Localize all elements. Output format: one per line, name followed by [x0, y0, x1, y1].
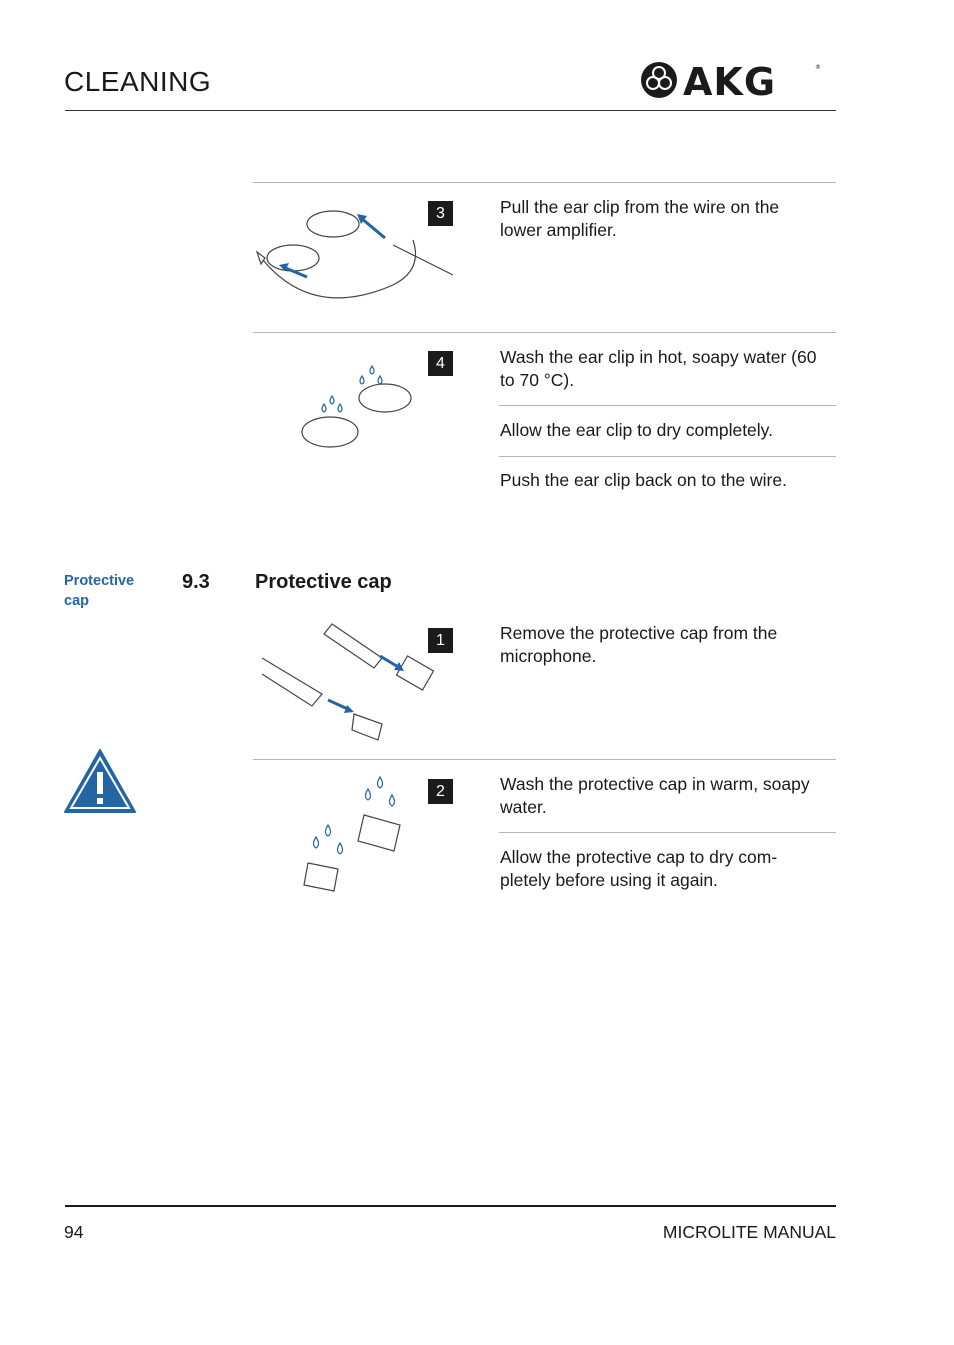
row-divider	[253, 332, 836, 333]
step-number-badge: 4	[428, 351, 453, 376]
step-instruction: Wash the protective cap in warm, soapy water.	[500, 774, 810, 817]
header-rule	[65, 110, 836, 111]
section-number: 9.3	[182, 571, 210, 593]
step-instruction: Allow the protective cap to dry com-pletely before using it again.	[500, 847, 778, 890]
page-title: CLEANING	[64, 66, 212, 97]
manual-title: MICROLITE MANUAL	[662, 1222, 836, 1242]
akg-logo-text: AKG	[683, 60, 777, 101]
protective-cap-removal-illustration	[262, 622, 452, 742]
warning-triangle-icon	[63, 748, 137, 814]
step-instruction: Pull the ear clip from the wire on the lower amplifier.	[500, 197, 780, 240]
step-instruction: Allow the ear clip to dry completely.	[500, 420, 773, 440]
step-number-badge: 1	[428, 628, 453, 653]
step-instruction: Wash the ear clip in hot, soapy water (60 to 70 °C).	[500, 347, 817, 390]
step-number-badge: 3	[428, 201, 453, 226]
footer-rule	[65, 1205, 836, 1207]
ear-clip-wire-illustration	[253, 200, 453, 310]
step-instruction: Remove the protective cap from the microphone.	[500, 623, 778, 666]
section-title: Protective cap	[255, 571, 392, 593]
row-divider	[253, 182, 836, 183]
akg-logo	[639, 59, 821, 101]
protective-cap-wash-illustration	[300, 775, 410, 895]
row-divider	[499, 456, 836, 457]
row-divider	[499, 832, 836, 833]
step-instruction: Push the ear clip back on to the wire.	[500, 470, 787, 490]
row-divider	[499, 405, 836, 406]
page-number: 94	[64, 1222, 84, 1242]
margin-note: Protective cap	[64, 573, 135, 609]
step-number-badge: 2	[428, 779, 453, 804]
row-divider	[253, 759, 836, 760]
svg-text:®: ®	[815, 64, 821, 71]
ear-clip-wash-illustration	[290, 360, 430, 455]
